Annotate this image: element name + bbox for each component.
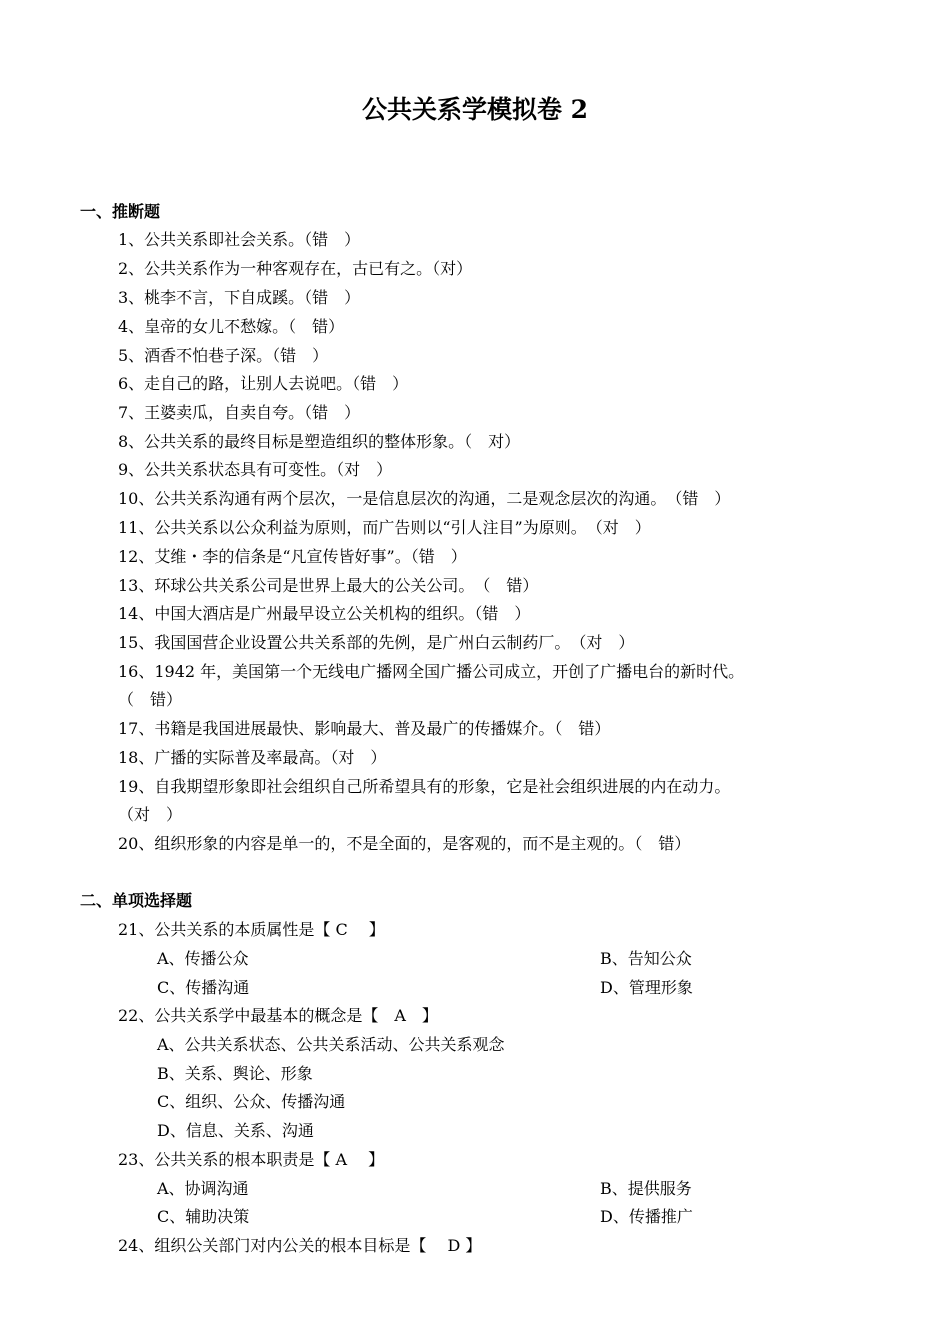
option-d: D、管理形象	[600, 978, 693, 997]
question-item: 6、走自己的路，让别人去说吧。（错 ）	[118, 374, 409, 393]
question-item: 9、公共关系状态具有可变性。（对 ）	[118, 460, 393, 479]
question-item: 1、公共关系即社会关系。（错 ）	[118, 230, 361, 249]
question-item-continuation: （对 ）	[118, 805, 183, 824]
question-item: 13、环球公共关系公司是世界上最大的公关公司。 （ 错）	[118, 576, 539, 595]
question-item: 7、王婆卖瓜，自卖自夸。（错 ）	[118, 403, 361, 422]
option-c: C、传播沟通	[157, 978, 250, 997]
question-item: 18、广播的实际普及率最高。（对 ）	[118, 748, 387, 767]
question-stem: 23、公共关系的根本职责是【 A 】	[118, 1150, 385, 1169]
question-item: 11、公共关系以公众利益为原则，而广告则以“引人注目”为原则。 （对 ）	[118, 518, 651, 537]
question-item: 15、我国国营企业设置公共关系部的先例，是广州白云制药厂。 （对 ）	[118, 633, 635, 652]
question-stem: 22、公共关系学中最基本的概念是【 A 】	[118, 1006, 438, 1025]
question-item: 20、组织形象的内容是单一的，不是全面的，是客观的，而不是主观的。（ 错）	[118, 834, 691, 853]
question-item: 8、公共关系的最终目标是塑造组织的整体形象。（ 对）	[118, 432, 521, 451]
option-b: B、关系、舆论、形象	[157, 1064, 313, 1083]
question-item: 4、皇帝的女儿不愁嫁。（ 错）	[118, 317, 345, 336]
option-d: D、传播推广	[600, 1207, 693, 1226]
question-item: 3、桃李不言，下自成蹊。（错 ）	[118, 288, 361, 307]
option-a: A、公共关系状态、公共关系活动、公共关系观念	[157, 1035, 505, 1054]
question-item-continuation: （ 错）	[118, 690, 183, 709]
question-item: 5、酒香不怕巷子深。（错 ）	[118, 346, 329, 365]
question-item: 2、公共关系作为一种客观存在，古已有之。（对）	[118, 259, 473, 278]
question-item: 17、书籍是我国进展最快、影响最大、普及最广的传播媒介。（ 错）	[118, 719, 611, 738]
question-item: 19、自我期望形象即社会组织自己所希望具有的形象，它是社会组织进展的内在动力。	[118, 777, 731, 796]
question-stem: 24、组织公关部门对内公关的根本目标是【 D 】	[118, 1236, 482, 1255]
question-item: 16、1942 年，美国第一个无线电广播网全国广播公司成立，开创了广播电台的新时代。	[118, 662, 745, 681]
question-stem: 21、公共关系的本质属性是【 C 】	[118, 920, 385, 939]
option-a: A、协调沟通	[157, 1179, 249, 1198]
option-b: B、告知公众	[600, 949, 692, 968]
section-heading-judgement: 一、推断题	[80, 202, 161, 221]
option-b: B、提供服务	[600, 1179, 692, 1198]
option-a: A、传播公众	[157, 949, 249, 968]
document-title: 公共关系学模拟卷 2	[361, 95, 589, 124]
question-item: 14、中国大酒店是广州最早设立公关机构的组织。（错 ）	[118, 604, 531, 623]
question-item: 12、艾维・李的信条是“凡宣传皆好事”。（错 ）	[118, 547, 467, 566]
section-heading-single-choice: 二、单项选择题	[80, 891, 193, 910]
option-d: D、信息、关系、沟通	[157, 1121, 314, 1140]
option-c: C、辅助决策	[157, 1207, 250, 1226]
option-c: C、组织、公众、传播沟通	[157, 1092, 346, 1111]
question-item: 10、公共关系沟通有两个层次，一是信息层次的沟通，二是观念层次的沟通。 （错 ）	[118, 489, 731, 508]
